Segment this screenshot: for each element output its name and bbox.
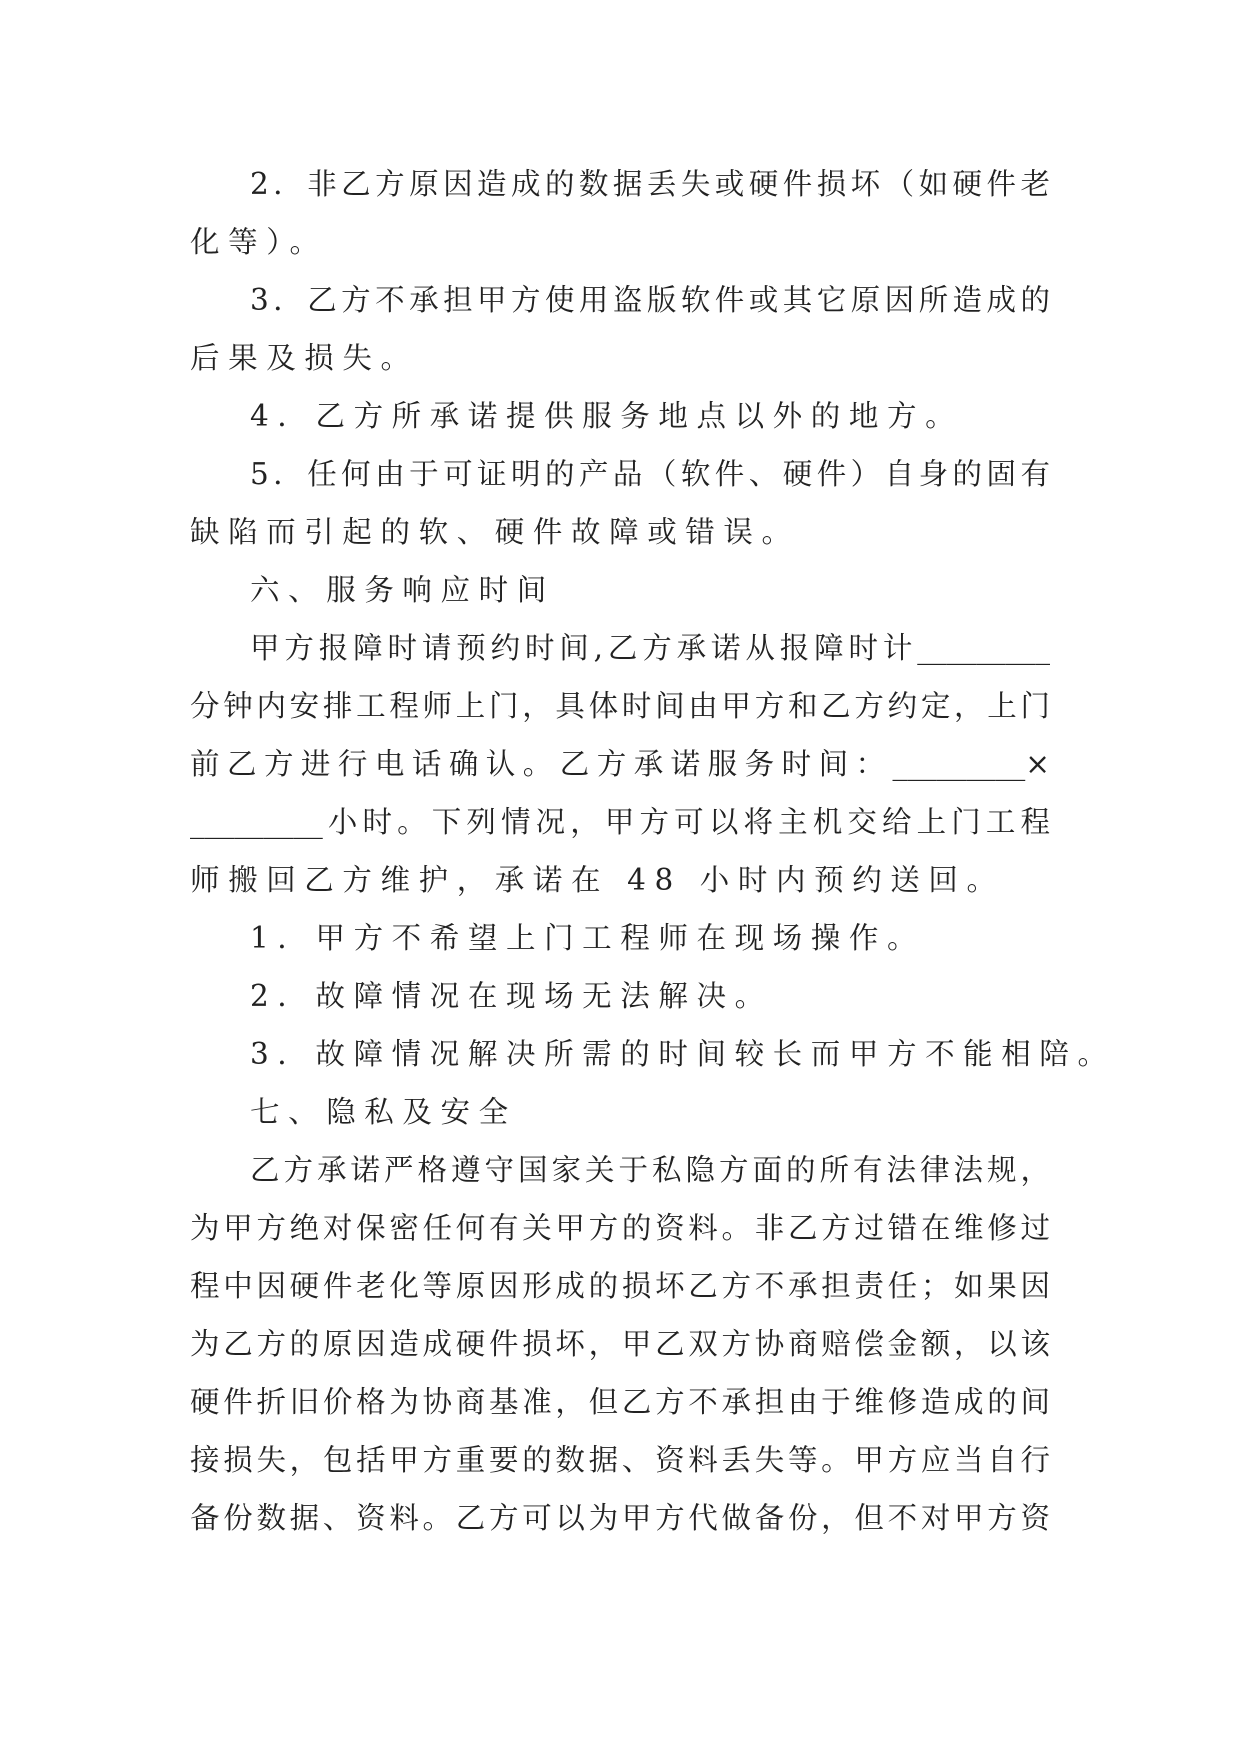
section-6-paragraph-line-3: 前乙方进行电话确认。乙方承诺服务时间：_________× bbox=[190, 747, 1050, 781]
section-6-paragraph-line-2: 分钟内安排工程师上门，具体时间由甲方和乙方约定，上门 bbox=[190, 689, 1050, 723]
section-7-paragraph-line-5: 硬件折旧价格为协商基准，但乙方不承担由于维修造成的间 bbox=[190, 1385, 1050, 1419]
clause-4-line-1: 4．乙方所承诺提供服务地点以外的地方。 bbox=[250, 399, 964, 433]
clause-3-line-2: 后果及损失。 bbox=[190, 341, 419, 375]
clause-5-line-1: 5．任何由于可证明的产品（软件、硬件）自身的固有 bbox=[250, 457, 1050, 491]
clause-2-line-2: 化等）。 bbox=[190, 225, 328, 259]
section-6-item-2: 2．故障情况在现场无法解决。 bbox=[250, 979, 773, 1013]
section-6-item-3: 3．故障情况解决所需的时间较长而甲方不能相陪。 bbox=[250, 1037, 1116, 1071]
section-7-paragraph-line-1: 乙方承诺严格遵守国家关于私隐方面的所有法律法规， bbox=[250, 1153, 1050, 1187]
section-7-paragraph-line-7: 备份数据、资料。乙方可以为甲方代做备份，但不对甲方资 bbox=[190, 1501, 1050, 1535]
clause-2-line-1: 2．非乙方原因造成的数据丢失或硬件损坏（如硬件老 bbox=[250, 167, 1050, 201]
section-6-paragraph-line-1: 甲方报障时请预约时间,乙方承诺从报障时计_________ bbox=[250, 631, 1050, 665]
section-7-heading: 七、隐私及安全 bbox=[250, 1095, 517, 1129]
section-6-item-1: 1．甲方不希望上门工程师在现场操作。 bbox=[250, 921, 926, 955]
section-7-paragraph-line-6: 接损失，包括甲方重要的数据、资料丢失等。甲方应当自行 bbox=[190, 1443, 1050, 1477]
section-6-paragraph-line-5: 师搬回乙方维护，承诺在 48 小时内预约送回。 bbox=[190, 863, 1005, 897]
section-7-paragraph-line-2: 为甲方绝对保密任何有关甲方的资料。非乙方过错在维修过 bbox=[190, 1211, 1050, 1245]
section-7-paragraph-line-4: 为乙方的原因造成硬件损坏，甲乙双方协商赔偿金额，以该 bbox=[190, 1327, 1050, 1361]
section-7-paragraph-line-3: 程中因硬件老化等原因形成的损坏乙方不承担责任；如果因 bbox=[190, 1269, 1050, 1303]
clause-5-line-2: 缺陷而引起的软、硬件故障或错误。 bbox=[190, 515, 800, 549]
clause-3-line-1: 3．乙方不承担甲方使用盗版软件或其它原因所造成的 bbox=[250, 283, 1050, 317]
section-6-heading: 六、服务响应时间 bbox=[250, 573, 555, 607]
section-6-paragraph-line-4: _________小时。下列情况，甲方可以将主机交给上门工程 bbox=[190, 805, 1050, 839]
